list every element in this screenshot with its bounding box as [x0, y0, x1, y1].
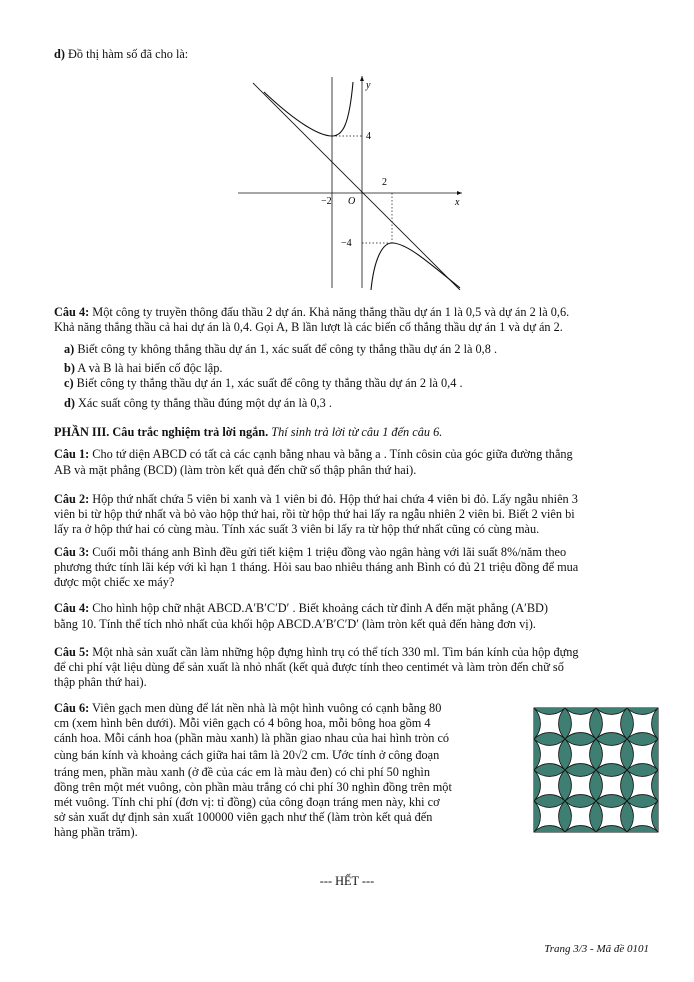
function-graph [238, 72, 464, 290]
q2-line2: viên bi từ hộp thứ nhất và bỏ vào hộp thứ hai, rồi từ hộp thứ hai lấy ra ngẫu nhiên 2 viên bi. Biết 2 viên bi [54, 507, 575, 521]
cau4-item-c: c) Biết công ty thắng thầu dự án 1, xác suất để công ty thắng thầu dự án 2 là 0,4 . [64, 376, 463, 390]
y-axis-label: y [366, 80, 371, 91]
part3-instruction: Thí sinh trả lời từ câu 1 đến câu 6. [271, 425, 443, 439]
q6-line2: cm (xem hình bên dưới). Mỗi viên gạch có 4 bông hoa, mỗi bông hoa gồm 4 [54, 716, 431, 730]
oblique-asymptote [253, 83, 460, 290]
tick-neg4: −4 [341, 238, 352, 249]
tick-2: 2 [382, 177, 387, 188]
tick-4: 4 [366, 131, 371, 142]
end-mark: --- HẾT --- [319, 874, 375, 888]
tick-neg2: −2 [321, 196, 332, 207]
q5-line2: để chi phí vật liệu dùng để sản xuất là nhỏ nhất (kết quả được tính theo centimét và làm tròn đến chữ số [54, 660, 564, 674]
cau4-line2: Khả năng thắng thầu cả hai dự án là 0,4. Gọi A, B lần lượt là các biến cố thắng thầu dự án 1 và dự án 2. [54, 320, 563, 334]
q6-line6: đồng trên một mét vuông, còn phần màu trắng có chi phí 30 nghìn đồng trên một [54, 780, 452, 794]
q4-line1: Câu 4: Cho hình hộp chữ nhật ABCD.A′B′C′D′ . Biết khoảng cách từ đỉnh A đến mặt phẳng (A′BD) [54, 601, 549, 615]
q6-line9: hàng phần trăm). [54, 825, 138, 839]
cau4-item-b: b) A và B là hai biến cố độc lập. [64, 361, 223, 375]
q6-line8: sở sản xuất dự định sản xuất 100000 viên gạch như thế (làm tròn kết quả đến [54, 810, 433, 824]
q4-line2: bằng 10. Tính thể tích nhỏ nhất của khối hộp ABCD.A′B′C′D′ (làm tròn kết quả đến hàng đơn vị). [54, 617, 536, 631]
tile-figure [533, 707, 659, 833]
left-branch [264, 82, 353, 136]
q1-line1: Câu 1: Cho tứ diện ABCD có tất cả các cạnh bằng nhau và bằng a . Tính côsin của góc giữa đường thẳng [54, 447, 573, 461]
page-footer: Trang 3/3 - Mã đề 0101 [544, 943, 649, 955]
cau4-text1: Một công ty truyền thông đấu thầu 2 dự án. Khả năng thắng thầu dự án 1 là 0,5 và dự án 2 là 0,6. [92, 305, 570, 319]
q6-line3: cánh hoa. Mỗi cánh hoa (phần màu xanh) là phần giao nhau của hai hình tròn có [54, 731, 450, 745]
cau4-label: Câu 4: [54, 305, 90, 319]
q3-line2: phương thức tính lãi kép với kì hạn 1 tháng. Hỏi sau bao nhiêu tháng anh Bình có đủ 21 triệu đồng để mua [54, 560, 579, 574]
q1-line2: AB và mặt phẳng (BCD) (làm tròn kết quả đến chữ số thập phân thứ hai). [54, 463, 417, 477]
part-d-label: d) [54, 47, 65, 61]
q5-line1: Câu 5: Một nhà sản xuất cần làm những hộp đựng hình trụ có thể tích 330 ml. Tìm bán kính của hộp đựng [54, 645, 579, 659]
q5-line3: thập phân thứ hai). [54, 675, 147, 689]
q6-line7: mét vuông. Tính chi phí (đơn vị: tỉ đồng) của công đoạn tráng men này, khi cơ [54, 795, 440, 809]
right-branch [371, 243, 460, 290]
q3-line3: được một chiếc xe máy? [54, 575, 175, 589]
x-axis-label: x [455, 197, 460, 208]
cau4-line1 [54, 305, 652, 319]
cau4-item-a: a) Biết công ty không thắng thầu dự án 1, xác suất để công ty thắng thầu dự án 2 là 0,8 . [64, 342, 498, 356]
part-d-heading [54, 47, 188, 61]
q6-line1: Câu 6: Viên gạch men dùng để lát nền nhà là một hình vuông có cạnh bằng 80 [54, 701, 442, 715]
part-d-text: Đồ thị hàm số đã cho là: [68, 47, 189, 61]
part3-heading: PHẦN III. Câu trắc nghiệm trả lời ngắn. Thí sinh trả lời từ câu 1 đến câu 6. [54, 425, 443, 439]
origin-label: O [348, 196, 356, 207]
cau4-item-d: d) Xác suất công ty thắng thầu đúng một dự án là 0,3 . [64, 396, 332, 410]
q2-line1: Câu 2: Hộp thứ nhất chứa 5 viên bi xanh và 1 viên bi đỏ. Hộp thứ hai chứa 4 viên bi đỏ. Lấy ngẫu nhiên 3 [54, 492, 578, 506]
q6-line4: cùng bán kính và khoảng cách giữa hai tâm là 20√2 cm. Ước tính ở công đoạn [54, 748, 440, 762]
q6-line5: tráng men, phần màu xanh (ở đề của các em là màu đen) có chi phí 50 nghìn [54, 765, 430, 779]
q2-line3: lấy ra ở hộp thứ hai có cùng màu. Tính xác suất 3 viên bi lấy ra từ hộp thứ nhất cũng có cùng màu. [54, 522, 540, 536]
q3-line1: Câu 3: Cuối mỗi tháng anh Bình đều gửi tiết kiệm 1 triệu đồng vào ngân hàng với lãi suất 8%/năm theo [54, 545, 567, 559]
